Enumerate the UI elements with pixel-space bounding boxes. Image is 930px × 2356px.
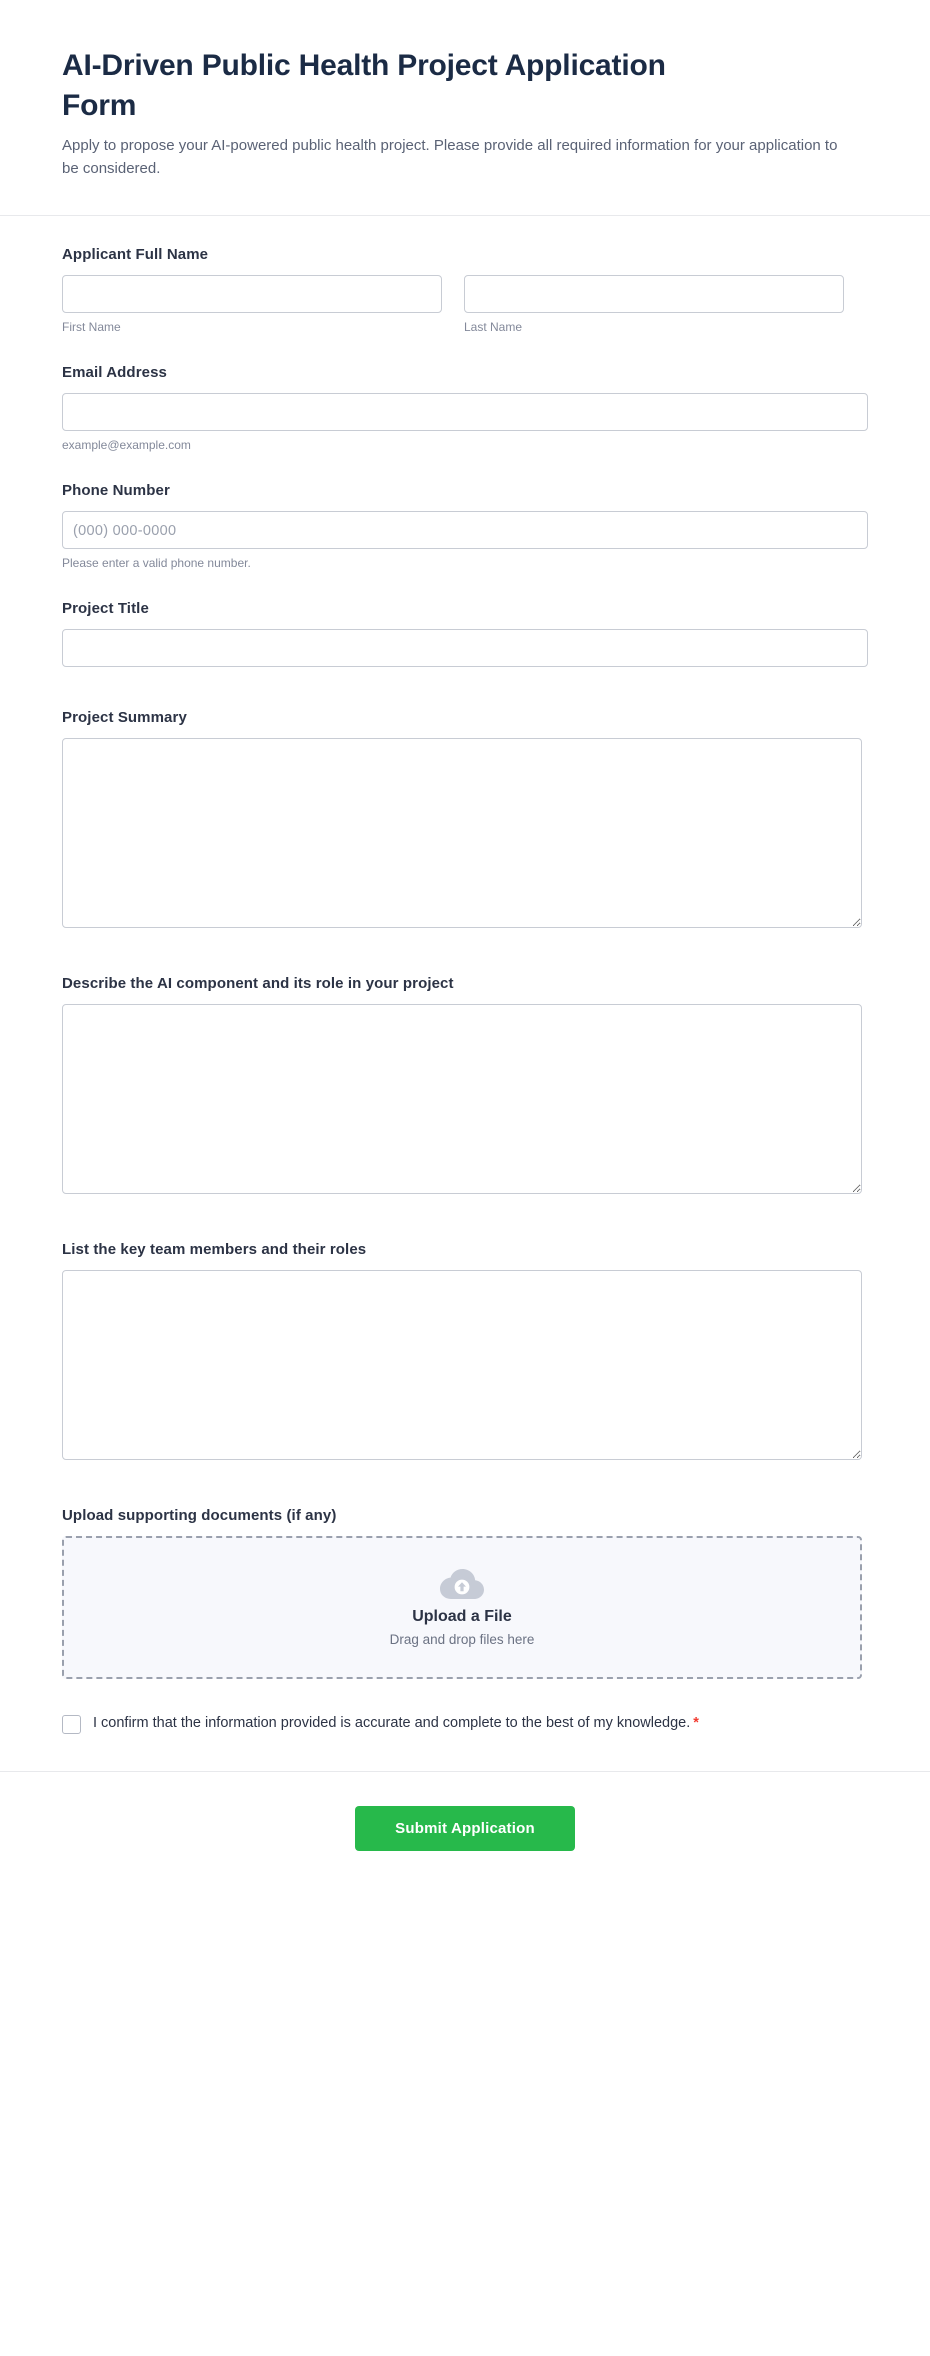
label-upload-documents: Upload supporting documents (if any) — [62, 1506, 337, 1524]
field-upload-documents — [62, 1507, 868, 1679]
label-applicant-full-name: Applicant Full Name — [62, 245, 209, 263]
cloud-upload-icon — [439, 1568, 485, 1600]
phone-sublabel: Please enter a valid phone number. — [62, 555, 251, 570]
first-name-sublabel: First Name — [62, 319, 121, 334]
form-body — [0, 216, 930, 1735]
field-applicant-full-name — [62, 246, 868, 334]
required-marker: * — [693, 1714, 699, 1731]
form-footer — [0, 1771, 930, 1897]
label-email-address: Email Address — [62, 363, 167, 381]
label-phone-number: Phone Number — [62, 481, 170, 499]
label-project-summary: Project Summary — [62, 708, 187, 726]
submit-application-button[interactable]: Submit Application — [355, 1806, 575, 1851]
label-project-title: Project Title — [62, 599, 149, 617]
email-sublabel: example@example.com — [62, 437, 191, 452]
last-name-input[interactable] — [464, 275, 844, 313]
ai-component-textarea[interactable] — [62, 1004, 862, 1194]
upload-drop-hint: Drag and drop files here — [389, 1631, 535, 1647]
file-upload-dropzone[interactable] — [62, 1536, 862, 1679]
form-header — [0, 0, 930, 216]
field-project-title — [62, 600, 868, 667]
project-summary-textarea[interactable] — [62, 738, 862, 928]
last-name-sublabel: Last Name — [464, 319, 523, 334]
field-project-summary — [62, 709, 868, 933]
field-ai-component — [62, 975, 868, 1199]
first-name-input[interactable] — [62, 275, 442, 313]
phone-input[interactable] — [62, 511, 868, 549]
consent-text: I confirm that the information provided is accurate and complete to the best of my knowledge. — [93, 1714, 691, 1731]
project-title-input[interactable] — [62, 629, 868, 667]
page-title: AI-Driven Public Health Project Application Form — [62, 49, 666, 122]
email-input[interactable] — [62, 393, 868, 431]
field-phone-number — [62, 482, 868, 570]
last-name-group — [464, 275, 844, 334]
field-team-members — [62, 1241, 868, 1465]
team-members-textarea[interactable] — [62, 1270, 862, 1460]
form-subtitle: Apply to propose your AI-powered public health project. Please provide all required information for your application to be considered. — [62, 137, 838, 177]
consent-checkbox[interactable] — [62, 1715, 81, 1734]
field-email-address — [62, 364, 868, 452]
label-team-members: List the key team members and their roles — [62, 1240, 367, 1258]
name-row — [62, 275, 868, 334]
label-ai-component: Describe the AI component and its role in your project — [62, 974, 454, 992]
upload-a-file-label: Upload a File — [412, 1607, 512, 1625]
consent-row — [62, 1713, 868, 1735]
consent-label — [93, 1713, 699, 1735]
first-name-group — [62, 275, 442, 334]
